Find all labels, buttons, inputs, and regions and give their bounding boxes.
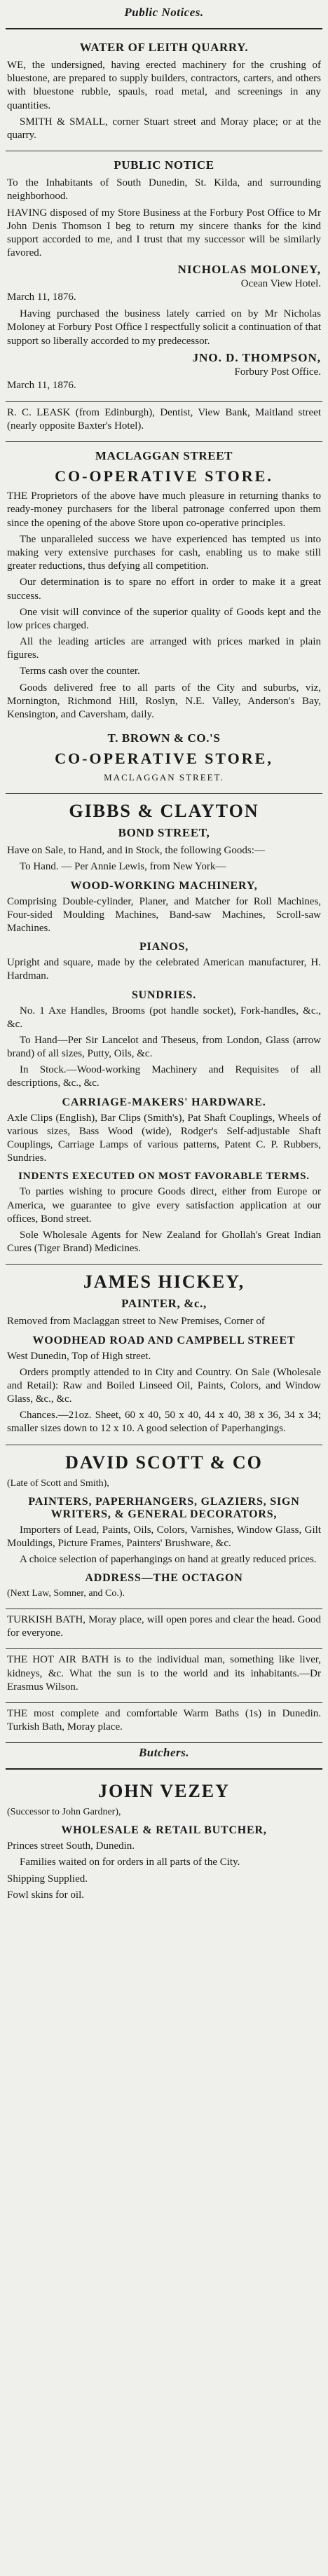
advert-subheading: PAINTERS, PAPERHANGERS, GLAZIERS, SIGN WRITERS, & GENERAL DECORATORS, (28, 1495, 300, 1520)
advert-paragraph: One visit will convince of the superior quality of Goods kept and the low prices charged. (7, 606, 321, 631)
advert-paragraph: Removed from Maclaggan street to New Premises, Corner of (7, 1316, 265, 1328)
advert-subheading: WOODHEAD ROAD AND CAMPBELL STREET (32, 1334, 296, 1346)
advert-cooperative-store (6, 442, 322, 794)
advert-paragraph: To Hand—Per Sir Lancelot and Theseus, from London, Glass (arrow brand) of all sizes, Putty, Oils, &c. (7, 1034, 321, 1060)
advert-signature-title: CO-OPERATIVE STORE, (55, 750, 273, 768)
section-heading-public-notices: Public Notices. (124, 6, 204, 19)
advert-paragraph: A choice selection of paperhangings on hand at greatly reduced prices. (20, 1553, 317, 1565)
advert-address: ADDRESS—THE OCTAGON (85, 1572, 243, 1585)
advert-subheading: PIANOS, (139, 941, 189, 953)
advert-paragraph: Comprising Double-cylinder, Planer, and Matcher for Roll Machines, Four-sided Moulding Machines, Band-saw Machines, Scroll-saw Machines. (7, 895, 321, 934)
advert-hot-air-bath (6, 1649, 322, 1703)
advert-paragraph: Orders promptly attended to in City and Country. On Sale (Wholesale and Retail): Raw and Boiled Linseed Oil, Paints, Colors, and Window Glass, &c., &c. (7, 1366, 321, 1405)
advert-public-notice (6, 151, 322, 402)
advert-body: Having purchased the business lately carried on by Mr Nicholas Moloney at Forbury Post Office I respectfully solicit a continuation of that support so liberally accorded to my predecessor. (7, 308, 321, 347)
advert-paragraph: In Stock.—Wood-working Machinery and Requisites of all descriptions, &c., &c. (7, 1064, 321, 1089)
advert-subtitle: PAINTER, &c., (121, 1297, 207, 1311)
advert-subheading: WHOLESALE & RETAIL BUTCHER, (61, 1824, 267, 1837)
advert-warm-baths (6, 1703, 322, 1743)
advert-title: DAVID SCOTT & CO (65, 1452, 263, 1473)
advert-signature-name: JNO. D. THOMPSON, (192, 350, 321, 364)
advert-paragraph: Families waited on for orders in all parts of the City. (20, 1857, 240, 1868)
advert-signature-place: Ocean View Hotel. (240, 278, 321, 290)
advert-paragraph: The unparalleled success we have experienced has tempted us into making very extensive purchases for cash, enabling us to make still greater reductions, thus defying all competition. (7, 533, 321, 572)
advert-address-line: To the Inhabitants of South Dunedin, St. Kilda, and surrounding neighborhood. (7, 177, 321, 202)
advert-turkish-bath (6, 1609, 322, 1649)
advert-body: R. C. LEASK (from Edinburgh), Dentist, View Bank, Maitland street (nearly opposite Baxter's Hotel). (7, 406, 321, 432)
advert-title: JAMES HICKEY, (83, 1272, 245, 1293)
advert-paragraph: Our determination is to spare no effort in order to make it a great success. (7, 577, 321, 602)
advert-paragraph: Sole Wholesale Agents for New Zealand for Ghollah's Great Indian Cures (Tiger Brand) Medicines. (7, 1229, 321, 1255)
advert-paragraph: All the leading articles are arranged with prices marked in plain figures. (7, 636, 321, 661)
advert-body: WE, the undersigned, having erected machinery for the crushing of bluestone, are prepared to supply builders, contractors, carters, and others with bluestone rubble, spauls, road metal, and screenings in any quantities. (7, 60, 321, 111)
advert-signature-name: NICHOLAS MOLONEY, (177, 263, 321, 277)
advert-street-heading: MACLAGGAN STREET (95, 449, 233, 463)
advert-signature-firm: T. BROWN & CO.'S (107, 731, 221, 745)
advert-paragraph: No. 1 Axe Handles, Brooms (pot handle socket), Fork-handles, &c., &c. (7, 1005, 321, 1030)
advert-leith-quarry (6, 34, 322, 151)
advert-david-scott (6, 1445, 322, 1609)
advert-paragraph: Axle Clips (English), Bar Clips (Smith's), Pat Shaft Couplings, Wheels of various sizes, Bass Wood (wide), Rodger's Self-adjustable Shaft Couplings, Carriage Lamps of various patterns, Patent C. P. Rubbers, Sundries. (7, 1112, 321, 1164)
advert-subheading: SUNDRIES. (131, 989, 197, 1001)
section-heading-butchers: Butchers. (138, 1746, 190, 1760)
advert-paragraph: Chances.—21oz. Sheet, 60 x 40, 50 x 40, 44 x 40, 38 x 36, 34 x 34; smaller sizes down to 12 x 10. A good selection of Paperhangings. (7, 1410, 321, 1435)
advert-gibbs-clayton (6, 794, 322, 1265)
advert-date: March 11, 1876. (7, 291, 76, 303)
advert-body: THE HOT AIR BATH is to the individual man, something like liver, kidneys, &c. What the sun is to the world and its inhabitants.—Dr Erasmus Wilson. (7, 1654, 321, 1693)
advert-paragraph: Goods delivered free to all parts of the City and suburbs, viz, Mornington, Richmond Hill, Roslyn, N.E. Valley, Anderson's Bay, Kensington, and Caversham, daily. (7, 682, 321, 720)
advert-paragraph: To parties wishing to procure Goods direct, either from Europe or America, we guarantee to give every satisfaction application at our offices, Bond street. (7, 1186, 321, 1225)
advert-subheading: WOOD-WORKING MACHINERY, (70, 879, 258, 892)
advert-paragraph: Upright and square, made by the celebrated American manufacturer, H. Hardman. (7, 957, 321, 982)
advert-subheading: CARRIAGE-MAKERS' HARDWARE. (62, 1096, 266, 1108)
advert-leask-dentist (6, 402, 322, 442)
advert-street: BOND STREET, (118, 826, 210, 840)
advert-signature-street: MACLAGGAN STREET. (104, 772, 224, 783)
advert-title: GIBBS & CLAYTON (69, 801, 259, 822)
advert-paragraph: Shipping Supplied. (7, 1873, 88, 1885)
advert-address-note: (Next Law, Somner, and Co.). (7, 1588, 125, 1599)
advert-title: PUBLIC NOTICE (114, 158, 214, 172)
advert-signature: SMITH & SMALL, corner Stuart street and Moray place; or at the quarry. (7, 116, 321, 141)
advert-signature-place: Forbury Post Office. (234, 366, 321, 378)
advert-james-hickey (6, 1265, 322, 1445)
advert-paragraph: West Dunedin, Top of High street. (7, 1350, 151, 1362)
advert-body: THE most complete and comfortable Warm Baths (1s) in Dunedin. Turkish Bath, Moray place. (7, 1707, 321, 1733)
advert-paragraph: Have on Sale, to Hand, and in Stock, the following Goods:— (7, 845, 265, 857)
newspaper-column (6, 0, 322, 1910)
advert-john-vezey (6, 1774, 322, 1910)
advert-paragraph: Terms cash over the counter. (20, 666, 140, 677)
advert-paragraph: Importers of Lead, Paints, Oils, Colors, Varnishes, Window Glass, Gilt Mouldings, Picture Frames, Painters' Brushware, &c. (7, 1524, 321, 1549)
advert-title: WATER OF LEITH QUARRY. (79, 41, 249, 54)
advert-paragraph: To Hand. — Per Annie Lewis, from New York— (20, 861, 226, 873)
section-rule (6, 28, 322, 29)
advert-title: JOHN VEZEY (98, 1781, 230, 1802)
advert-date: March 11, 1876. (7, 379, 76, 391)
section-rule (6, 1768, 322, 1770)
advert-subtitle: (Successor to John Gardner), (7, 1807, 121, 1818)
advert-subtitle: (Late of Scott and Smith), (7, 1478, 109, 1489)
advert-paragraph: THE Proprietors of the above have much pleasure in returning thanks to ready-money purchasers for the liberal patronage conferred upon them since the opening of the above Store upon co-operative principles. (7, 490, 321, 529)
advert-title: CO-OPERATIVE STORE. (55, 467, 273, 485)
advert-paragraph: Fowl skins for oil. (7, 1889, 85, 1901)
advert-address: Princes street South, Dunedin. (7, 1840, 135, 1852)
advert-subheading: INDENTS EXECUTED ON MOST FAVORABLE TERMS. (18, 1171, 310, 1183)
advert-body: HAVING disposed of my Store Business at the Forbury Post Office to Mr John Denis Thomson I beg to return my sincere thanks for the kind support accorded to me, and I trust that my successor will be similarly favored. (7, 207, 321, 259)
advert-body: TURKISH BATH, Moray place, will open pores and clear the head. Good for everyone. (7, 1614, 321, 1639)
